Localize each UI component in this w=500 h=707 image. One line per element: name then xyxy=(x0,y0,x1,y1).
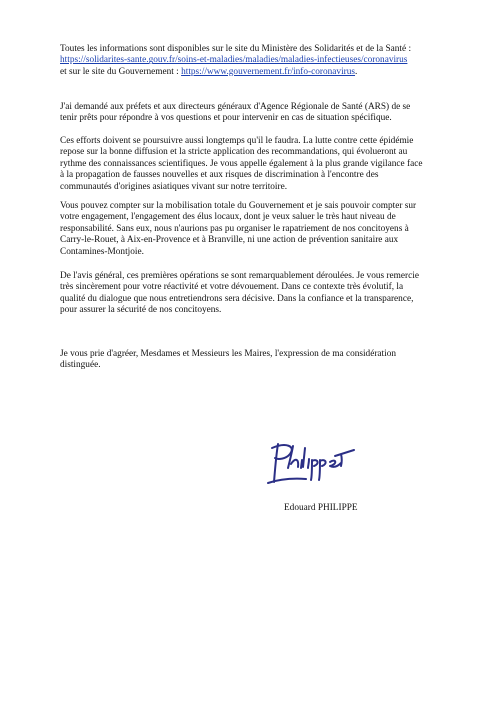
gov-site-suffix: . xyxy=(355,66,358,77)
text-line: à la propagation de fausses nouvelles et aux risques de discrimination à l'encontre des xyxy=(60,170,379,181)
text-line: Carry-le-Rouet, à Aix-en-Provence et à Branville, ni une action de prévention sanitaire aux xyxy=(60,235,399,246)
info-paragraph xyxy=(60,44,440,78)
text-line: Je vous prie d'agréer, Mesdames et Messieurs les Maires, l'expression de ma considération xyxy=(60,349,397,359)
text-line: responsabilité. Sans eux, nous n'aurions pas pu organiser le rapatriement de nos concitoyens à xyxy=(60,223,409,234)
text-line: Contamines-Montjoie. xyxy=(60,246,144,257)
text-line: tenir prêts pour répondre à vos questions et pour intervenir en cas de situation spécifique. xyxy=(60,113,392,124)
signer-name: Edouard PHILIPPE xyxy=(284,503,358,513)
text-line: De l'avis général, ces premières opérations se sont remarquablement déroulées. Je vous remercie xyxy=(60,271,419,281)
text-line: J'ai demandé aux préfets et aux directeurs généraux d'Agence Régionale de Santé (ARS) de se xyxy=(60,102,411,112)
closing-paragraph xyxy=(60,349,440,372)
text-line: qualité du dialogue que nous entretiendrons sera décisive. Dans la confiance et la transparence, xyxy=(60,293,414,304)
text-line: repose sur la bonne diffusion et la stricte application des recommandations, qui évolueront au xyxy=(60,147,408,158)
text-line: très sincèrement pour votre réactivité et votre dévouement. Dans ce contexte très évolutif, la xyxy=(60,282,404,293)
ars-paragraph xyxy=(60,102,440,125)
info-line: Toutes les informations sont disponibles sur le site du Ministère des Solidarités et de la Santé : xyxy=(60,44,412,54)
text-line: communautés d'origines asiatiques vivant sur notre territoire. xyxy=(60,181,288,192)
gov-site-prefix: et sur le site du Gouvernement : xyxy=(60,66,182,77)
text-line: Ces efforts doivent se poursuivre aussi longtemps qu'il le faudra. La lutte contre cette épidémie xyxy=(60,136,414,146)
government-link[interactable]: https://www.gouvernement.fr/info-coronavirus xyxy=(181,66,356,77)
handwritten-signature xyxy=(262,436,362,494)
text-line: rythme des connaissances scientifiques. Je vous appelle également à la plus grande vigilance face xyxy=(60,158,423,169)
text-line: distinguée. xyxy=(60,360,101,371)
efforts-paragraph xyxy=(60,136,440,193)
operations-paragraph xyxy=(60,271,440,317)
ministry-link[interactable]: https://solidarites-sante.gouv.fr/soins-et-maladies/maladies/maladies-infectieuses/coronavirus xyxy=(60,55,408,66)
text-line: Vous pouvez compter sur la mobilisation totale du Gouvernement et je sais pouvoir compter sur xyxy=(60,201,417,211)
text-line: pour assurer la sécurité de nos concitoyens. xyxy=(60,305,222,316)
text-line: votre engagement, l'engagement des élus locaux, dont je veux saluer le très haut niveau de xyxy=(60,212,396,223)
mobilisation-paragraph xyxy=(60,201,440,258)
